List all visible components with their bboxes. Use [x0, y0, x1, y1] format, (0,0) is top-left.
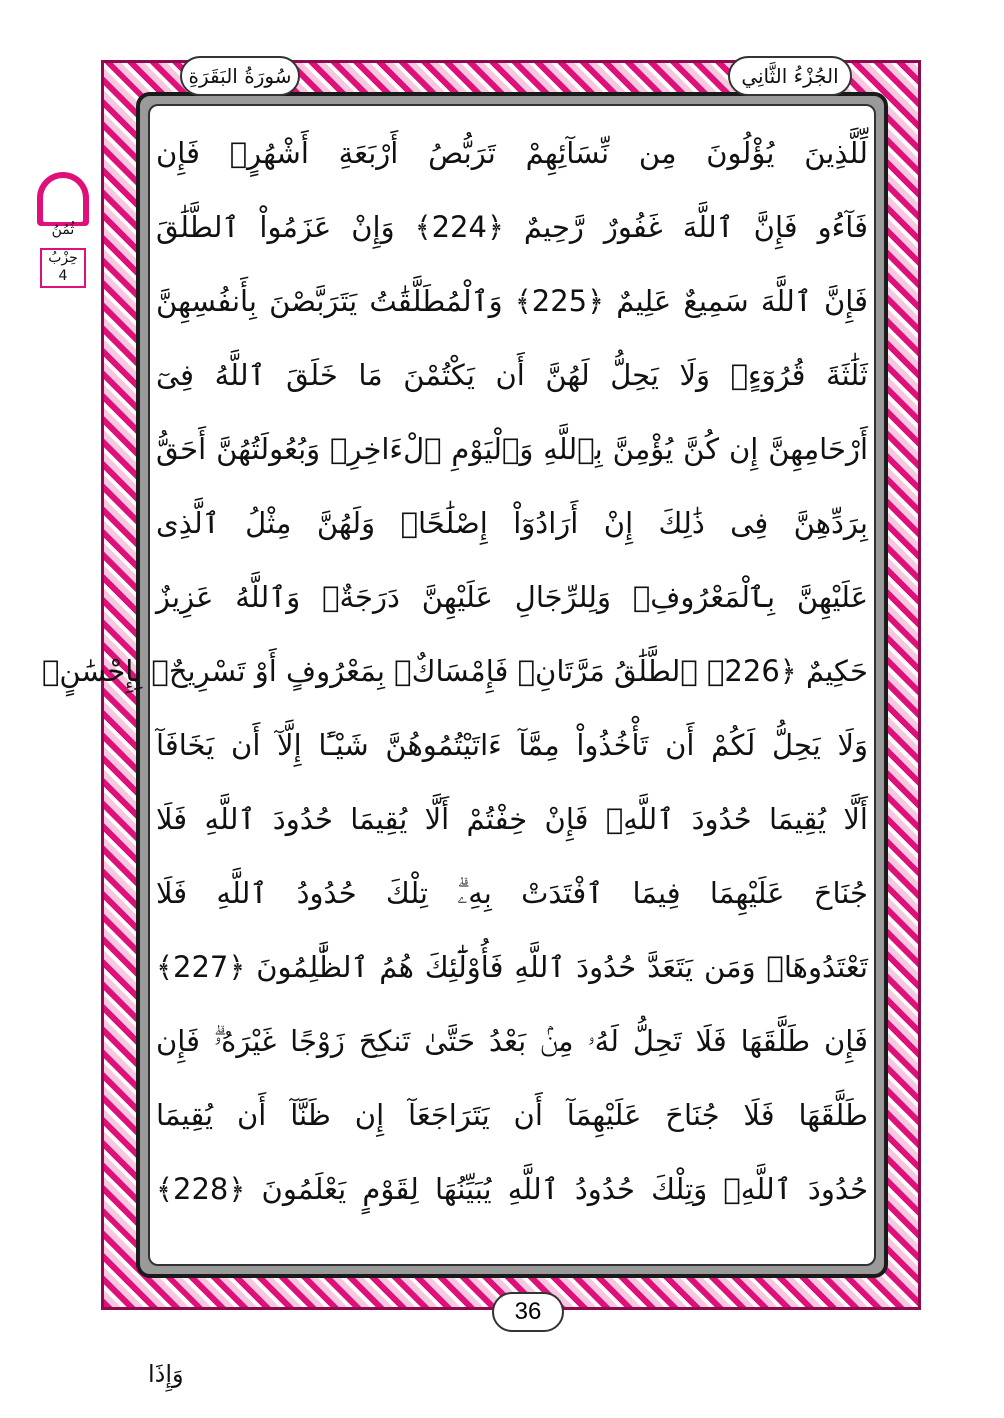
verse-line: فَآءُو فَإِنَّ ٱللَّهَ غَفُورٌ رَّحِيمٌ ﴿224﴾ وَإِنْ عَزَمُواْ ٱلطَّلَٰقَ — [156, 210, 868, 244]
verse-line: حَكِيمٌ ﴿226﴾ ٱلطَّلَٰقُ مَرَّتَانِۖ فَإِمْسَاكٌۢ بِمَعْرُوفٍ أَوْ تَسْرِيحٌۢ بِإِحْسَٰنٍۗ — [42, 654, 868, 688]
hizb-dome-inner — [43, 178, 83, 222]
verse-line: عَلَيْهِنَّ بِٱلْمَعْرُوفِۚ وَلِلرِّجَالِ عَلَيْهِنَّ دَرَجَةٌۗ وَٱللَّهُ عَزِيزٌ — [156, 580, 868, 614]
hizb-label: حِزْبُ — [48, 250, 78, 266]
hizb-number: 4 — [58, 268, 68, 284]
hizb-marker — [37, 150, 89, 290]
catchword: وَإِذَا — [148, 1360, 184, 1388]
verse-line: تَعْتَدُوهَاۚ وَمَن يَتَعَدَّ حُدُودَ ٱللَّهِ فَأُوْلَٰٓئِكَ هُمُ ٱلظَّٰلِمُونَ ﴿227﴾ — [156, 950, 868, 984]
verse-line: فَإِن طَلَّقَهَا فَلَا تَحِلُّ لَهُۥ مِنۢ بَعْدُ حَتَّىٰ تَنكِحَ زَوْجًا غَيْرَهُۥۗ فَإِن — [156, 1024, 868, 1058]
surah-name: سُورَةُ البَقَرَةِ — [180, 56, 300, 96]
verse-line: حُدُودَ ٱللَّهِۗ وَتِلْكَ حُدُودُ ٱللَّهِ يُبَيِّنُهَا لِقَوْمٍ يَعْلَمُونَ ﴿228﴾ — [156, 1172, 868, 1206]
thumn-label: ثُمُنُ — [51, 222, 75, 238]
verse-line: أَرْحَامِهِنَّ إِن كُنَّ يُؤْمِنَّ بِٱللَّهِ وَٱلْيَوْمِ ٱلْءَاخِرِۚ وَبُعُولَتُهُنَّ أَحَقُّ — [156, 432, 868, 466]
verse-line: وَلَا يَحِلُّ لَكُمْ أَن تَأْخُذُواْ مِمَّآ ءَاتَيْتُمُوهُنَّ شَيْـًٔا إِلَّآ أَن يَخَافَآ — [156, 728, 868, 762]
page-number: 36 — [492, 1292, 564, 1332]
juz-name: الجُزْءُ الثَّانِي — [728, 56, 852, 96]
verse-line: فَإِنَّ ٱللَّهَ سَمِيعٌ عَلِيمٌ ﴿225﴾ وَٱلْمُطَلَّقَٰتُ يَتَرَبَّصْنَ بِأَنفُسِهِنَّ — [156, 284, 868, 318]
verse-line: جُنَاحَ عَلَيْهِمَا فِيمَا ٱفْتَدَتْ بِهِۦۗ تِلْكَ حُدُودُ ٱللَّهِ فَلَا — [156, 876, 868, 910]
verse-line: طَلَّقَهَا فَلَا جُنَاحَ عَلَيْهِمَآ أَن يَتَرَاجَعَآ إِن ظَنَّآ أَن يُقِيمَا — [156, 1098, 868, 1132]
verse-line: بِرَدِّهِنَّ فِى ذَٰلِكَ إِنْ أَرَادُوٓاْ إِصْلَٰحًاۚ وَلَهُنَّ مِثْلُ ٱلَّذِى — [156, 506, 868, 540]
verse-line: أَلَّا يُقِيمَا حُدُودَ ٱللَّهِۖ فَإِنْ خِفْتُمْ أَلَّا يُقِيمَا حُدُودَ ٱللَّهِ فَلَا — [156, 802, 868, 836]
verse-line: ثَلَٰثَةَ قُرُوٓءٍۚ وَلَا يَحِلُّ لَهُنَّ أَن يَكْتُمْنَ مَا خَلَقَ ٱللَّهُ فِىٓ — [156, 358, 868, 392]
verse-line: لِّلَّذِينَ يُؤْلُونَ مِن نِّسَآئِهِمْ تَرَبُّصُ أَرْبَعَةِ أَشْهُرٍۖ فَإِن — [156, 136, 868, 170]
